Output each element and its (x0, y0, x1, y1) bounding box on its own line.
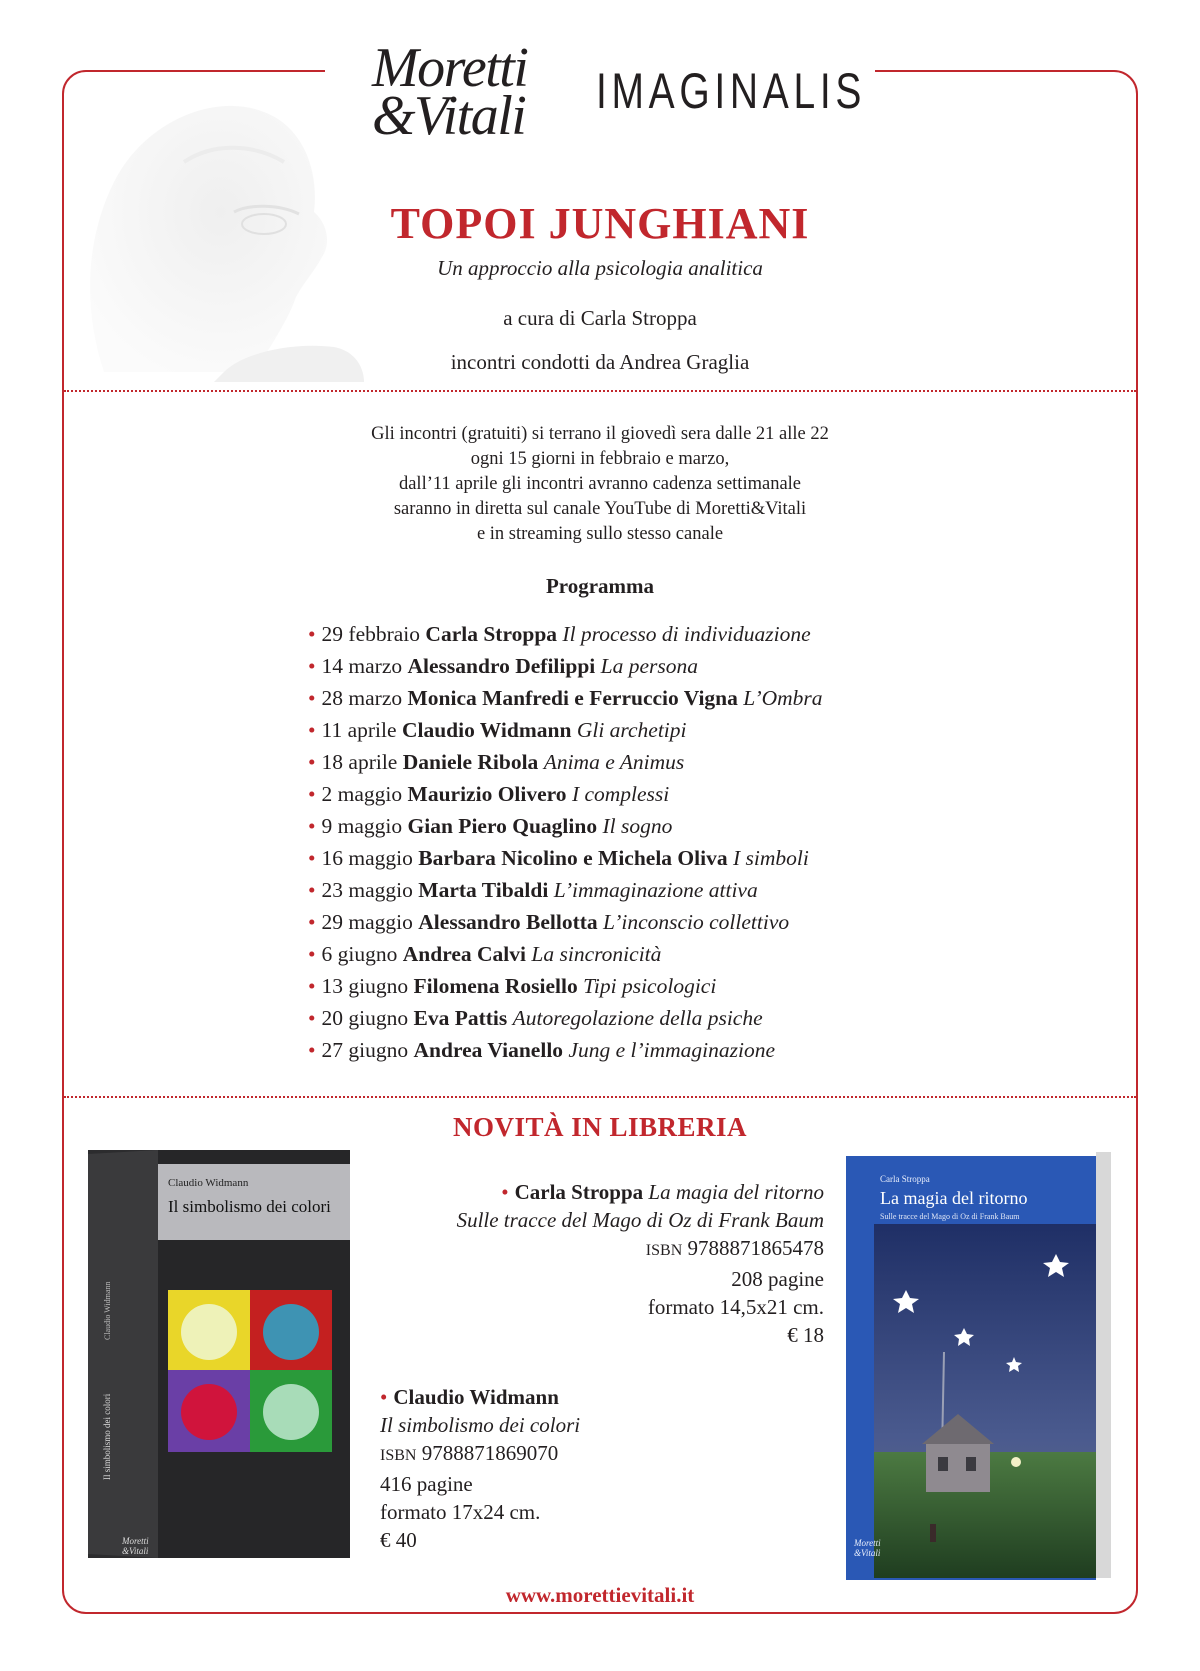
program-topic: Tipi psicologici (583, 974, 717, 998)
bullet-icon: • (308, 654, 316, 678)
book-isbn: ISBN 9788871869070 (380, 1441, 559, 1465)
book-author-line: • Carla Stroppa La magia del ritorno (501, 1180, 824, 1204)
program-heading: Programma (545, 574, 655, 598)
curator-line: a cura di Carla Stroppa (503, 306, 697, 330)
program-item (308, 970, 1008, 1002)
bullet-icon: • (308, 814, 316, 838)
program-item (308, 1002, 1008, 1034)
divider-bottom (64, 1096, 1136, 1098)
cover-publisher-logo: &Vitali (854, 1548, 881, 1558)
program-speaker: Alessandro Bellotta (418, 910, 598, 934)
book-author-line: • Claudio Widmann (380, 1385, 559, 1409)
program-item (308, 650, 1008, 682)
book-price: € 40 (380, 1528, 417, 1552)
bullet-icon: • (308, 782, 316, 806)
program-date: 23 maggio (321, 878, 413, 902)
program-topic: Il sogno (602, 814, 673, 838)
cover-author: Claudio Widmann (168, 1177, 249, 1189)
program-date: 2 maggio (321, 782, 403, 806)
book-cover-stroppa (846, 1152, 1111, 1580)
bullet-icon: • (308, 846, 316, 870)
program-speaker: Claudio Widmann (401, 718, 572, 742)
book-format: formato 17x24 cm. (380, 1500, 541, 1524)
bullet-icon: • (380, 1385, 388, 1409)
program-topic: La sincronicità (531, 942, 662, 966)
bullet-icon: • (308, 750, 316, 774)
book-subtitle: Sulle tracce del Mago di Oz di Frank Baum (456, 1208, 824, 1232)
program-date: 6 giugno (321, 942, 398, 966)
program-date: 16 maggio (321, 846, 413, 870)
program-topic: Il processo di individuazione (562, 622, 811, 646)
book-isbn: ISBN 9788871865478 (645, 1236, 824, 1260)
program-item (308, 906, 1008, 938)
program-date: 28 marzo (321, 686, 403, 710)
program-item (308, 1034, 1008, 1066)
program-item (308, 682, 1008, 714)
cover-publisher-logo: Moretti (122, 1536, 149, 1546)
program-item (308, 746, 1008, 778)
bullet-icon: • (308, 622, 316, 646)
bullet-icon: • (501, 1180, 509, 1204)
program-speaker: Monica Manfredi e Ferruccio Vigna (407, 686, 738, 710)
publisher-logo: Moretti &Vitali (372, 37, 528, 147)
program-item (308, 810, 1008, 842)
program-speaker: Marta Tibaldi (418, 878, 549, 902)
series-logo: IMAGINALIS (596, 63, 867, 119)
page-title: TOPOI JUNGHIANI (390, 199, 810, 248)
program-topic: Gli archetipi (576, 718, 687, 742)
bullet-icon: • (308, 974, 316, 998)
intro-line: Gli incontri (gratuiti) si terrano il giovedì sera dalle 21 alle 22 (371, 424, 829, 444)
intro-line: e in streaming sullo stesso canale (476, 524, 724, 544)
program-topic: L’Ombra (743, 686, 823, 710)
host-line: incontri condotti da Andrea Graglia (450, 350, 750, 374)
program-topic: La persona (600, 654, 698, 678)
program-speaker: Maurizio Olivero (407, 782, 567, 806)
program-topic: Anima e Animus (543, 750, 685, 774)
program-speaker: Alessandro Defilippi (407, 654, 596, 678)
cover-spine-title: Il simbolismo dei colori (102, 1393, 112, 1480)
program-date: 27 giugno (321, 1038, 409, 1062)
bullet-icon: • (308, 910, 316, 934)
cover-author: Carla Stroppa (880, 1174, 930, 1184)
cover-spine-author: Claudio Widmann (103, 1281, 112, 1340)
program-speaker: Daniele Ribola (402, 750, 539, 774)
program-speaker: Gian Piero Quaglino (407, 814, 598, 838)
program-speaker: Barbara Nicolino e Michela Oliva (418, 846, 728, 870)
book-pages: 208 pagine (731, 1267, 824, 1291)
program-date: 9 maggio (321, 814, 403, 838)
novita-heading: NOVITÀ IN LIBRERIA (452, 1112, 748, 1142)
program-date: 14 marzo (321, 654, 403, 678)
bullet-icon: • (308, 718, 316, 742)
book-format: formato 14,5x21 cm. (647, 1295, 824, 1319)
program-speaker: Carla Stroppa (425, 622, 558, 646)
cover-title: Il simbolismo dei colori (168, 1197, 331, 1216)
program-date: 20 giugno (321, 1006, 409, 1030)
website-link[interactable]: www.morettievitali.it (505, 1583, 695, 1607)
program-topic: I complessi (571, 782, 670, 806)
program-topic: I simboli (732, 846, 809, 870)
program-date: 29 febbraio (321, 622, 421, 646)
intro-line: ogni 15 giorni in febbraio e marzo, (470, 449, 730, 469)
page-subtitle: Un approccio alla psicologia analitica (437, 256, 763, 280)
program-item (308, 842, 1008, 874)
program-item (308, 778, 1008, 810)
program-topic: L’inconscio collettivo (603, 910, 790, 934)
book-pages: 416 pagine (380, 1472, 473, 1496)
cover-publisher-logo: &Vitali (122, 1546, 149, 1556)
cover-title: La magia del ritorno (880, 1188, 1028, 1208)
program-speaker: Andrea Calvi (402, 942, 527, 966)
program-item (308, 618, 1008, 650)
intro-text (0, 422, 1200, 547)
program-topic: Autoregolazione della psiche (512, 1006, 763, 1030)
program-list (308, 618, 1008, 1066)
program-item (308, 714, 1008, 746)
program-speaker: Andrea Vianello (413, 1038, 564, 1062)
bullet-icon: • (308, 1006, 316, 1030)
program-topic: L’immaginazione attiva (553, 878, 758, 902)
cover-subtitle: Sulle tracce del Mago di Oz di Frank Baum (880, 1212, 1020, 1221)
bullet-icon: • (308, 686, 316, 710)
bullet-icon: • (308, 1038, 316, 1062)
program-date: 18 aprile (321, 750, 398, 774)
program-item (308, 874, 1008, 906)
program-speaker: Filomena Rosiello (413, 974, 578, 998)
program-speaker: Eva Pattis (413, 1006, 508, 1030)
divider-top (64, 390, 1136, 392)
program-topic: Jung e l’immaginazione (568, 1038, 776, 1062)
program-date: 13 giugno (321, 974, 409, 998)
book-price: € 18 (787, 1323, 824, 1347)
cover-publisher-logo: Moretti (854, 1538, 881, 1548)
book-info-widmann (380, 1383, 680, 1554)
book-cover-widmann (88, 1150, 350, 1558)
bullet-icon: • (308, 942, 316, 966)
program-date: 29 maggio (321, 910, 413, 934)
book-info-stroppa (430, 1178, 824, 1349)
bullet-icon: • (308, 878, 316, 902)
intro-line: dall’11 aprile gli incontri avranno cadenza settimanale (398, 474, 802, 494)
intro-line: saranno in diretta sul canale YouTube di Moretti&Vitali (393, 499, 807, 519)
book-title: Il simbolismo dei colori (380, 1413, 581, 1437)
program-item (308, 938, 1008, 970)
program-date: 11 aprile (321, 718, 397, 742)
